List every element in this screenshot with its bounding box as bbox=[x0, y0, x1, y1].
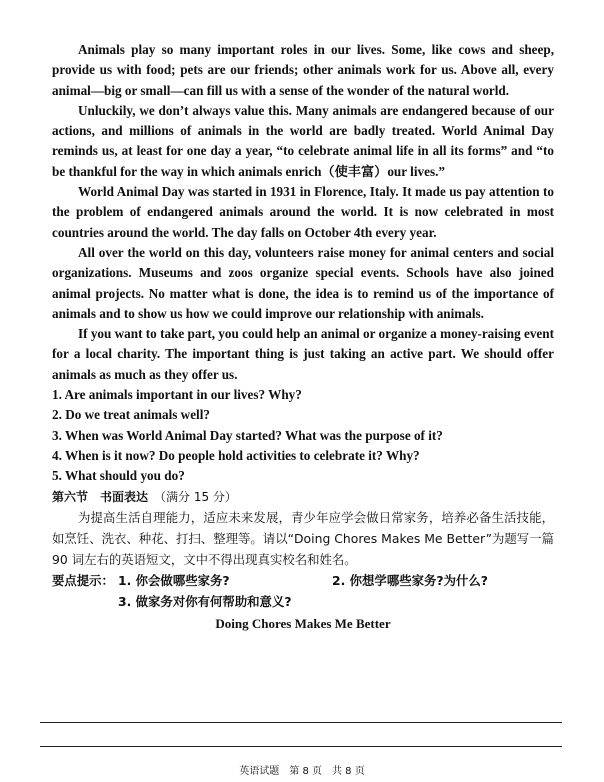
passage-paragraph-3: World Animal Day was started in 1931 in Florence, Italy. It made us pay attention to the problem of endangered animals around the world. It is now celebrated in most countries around the world. The day falls on October 4th every year. bbox=[52, 184, 554, 240]
tip-1: 1. 你会做哪些家务? bbox=[118, 572, 230, 588]
question-list bbox=[52, 385, 554, 486]
section-score: （满分 15 分） bbox=[154, 489, 237, 504]
answer-line-1[interactable] bbox=[40, 722, 562, 723]
writing-instructions: 为提高生活自理能力，适应未来发展，青少年应学会做日常家务，培养必备生活技能，如烹饪、洗衣、种花、打扫、整理等。请以“Doing Chores Makes Me Better”为题写一篇 90 词左右的英语短文，文中不得出现真实校名和姓名。 bbox=[52, 509, 554, 567]
passage-paragraph-4: All over the world on this day, volunteers raise money for animal centers and social organizations. Museums and zoos organize special events. Schools have also joined animal projects. No matter what is done, the idea is to remind us of the importance of animals and to show us how we could improve our relationship with animals. bbox=[52, 244, 554, 321]
question-1: 1. Are animals important in our lives? Why? bbox=[52, 387, 302, 403]
tips-label: 要点提示： bbox=[52, 572, 114, 588]
passage-paragraph-2: Unluckily, we don’t always value this. Many animals are endangered because of our actions, and millions of animals in the world are badly treated. World Animal Day reminds us, at least for one day a year, “to celebrate animal life in all its forms” and “to be thankful for the way in which animals enrich（使丰富）our lives.” bbox=[52, 102, 554, 179]
section-heading bbox=[52, 487, 554, 507]
page-content bbox=[52, 40, 554, 634]
question-5: 5. What should you do? bbox=[52, 468, 185, 484]
passage-paragraph-1: Animals play so many important roles in our lives. Some, like cows and sheep, provide us with food; pets are our friends; other animals work for us. Above all, every animal—big or small—can fill us with a sense of the wonder of the natural world. bbox=[52, 42, 554, 98]
page-footer: 英语试题 第 8 页 共 8 页 bbox=[239, 766, 365, 777]
tip-2: 2. 你想学哪些家务?为什么? bbox=[332, 572, 488, 588]
question-3: 3. When was World Animal Day started? What was the purpose of it? bbox=[52, 427, 443, 443]
tip-3: 3. 做家务对你有何帮助和意义? bbox=[118, 593, 292, 609]
question-2: 2. Do we treat animals well? bbox=[52, 407, 210, 423]
answer-line-2[interactable] bbox=[40, 746, 562, 747]
passage-paragraph-5: If you want to take part, you could help an animal or organize a money-raising event for a local charity. The important thing is just taking an active part. We should offer animals as much as they offer us. bbox=[52, 326, 554, 382]
section-title: 第六节 书面表达 bbox=[52, 489, 149, 504]
writing-tips bbox=[52, 570, 554, 612]
essay-title: Doing Chores Makes Me Better bbox=[215, 615, 391, 631]
question-4: 4. When is it now? Do people hold activities to celebrate it? Why? bbox=[52, 447, 420, 463]
